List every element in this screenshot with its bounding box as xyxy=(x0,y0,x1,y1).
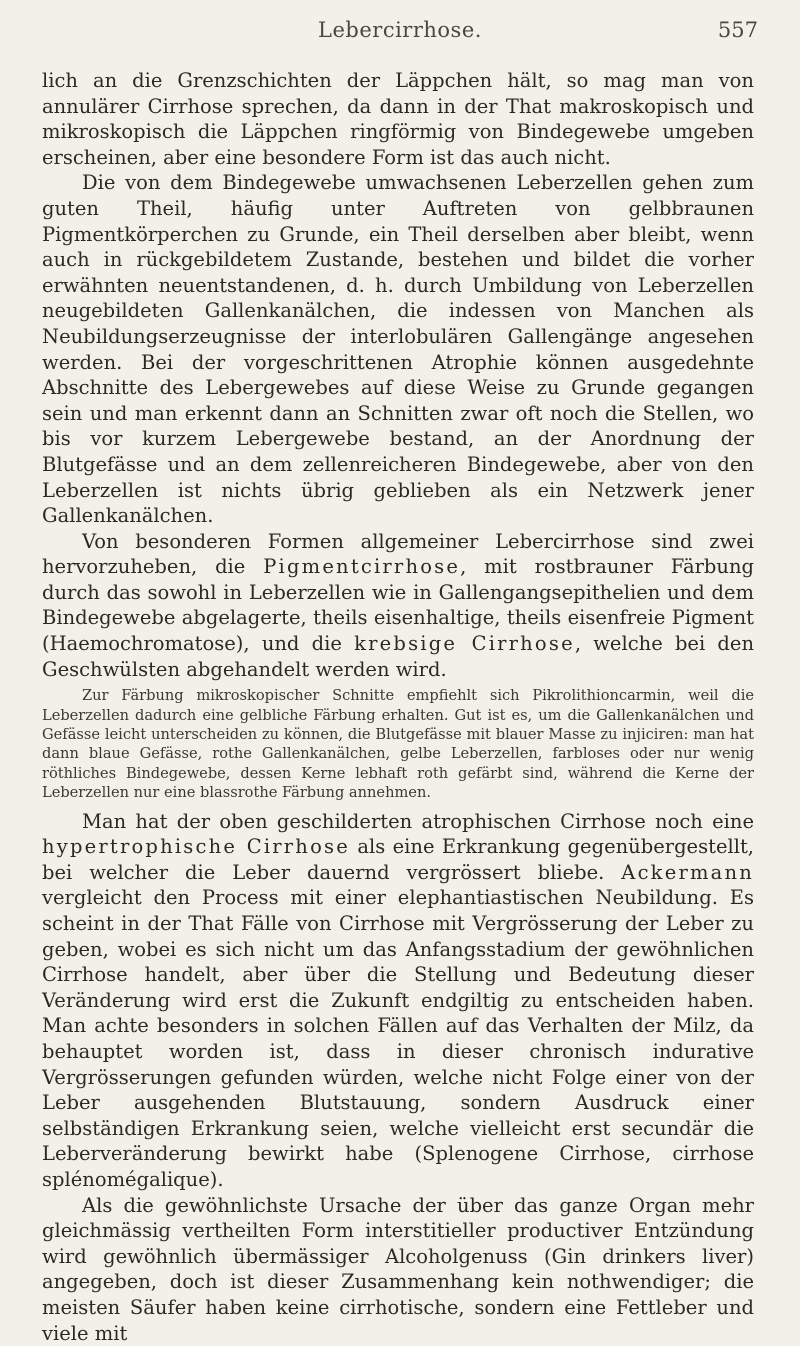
page-number: 557 xyxy=(717,18,758,42)
body-text xyxy=(42,68,754,1346)
paragraph-continuation: lich an die Grenzschichten der Läppchen hält, so mag man von annulärer Cirrhose sprechen, da dann in der That makroskopisch und mikroskopisch die Läppchen ringförmig von Bindegewebe umgeben erscheinen, aber eine besondere Form ist das auch nicht. xyxy=(42,69,754,169)
page-header xyxy=(0,14,800,50)
paragraph-special-forms xyxy=(42,529,754,683)
paragraph-cause: Als die gewöhnlichste Ursache der über das ganze Organ mehr gleichmässig vertheilten Form interstitieller productiver Entzündung wird gewöhnlich übermässiger Alcoholgenuss (Gin drinkers liver) angegeben, doch ist dieser Zusammenhang kein nothwendiger; die meisten Säufer haben keine cirrhotische, sondern eine Fettleber und viele mit xyxy=(42,1193,754,1345)
footnote-staining: Zur Färbung mikroskopischer Schnitte empfiehlt sich Pikrolithioncarmin, weil die Leberzellen dadurch eine gelbliche Färbung erhalten. Gut ist es, um die Gallenkanälchen und Gefässe leicht unterscheiden zu können, die Blutgefässe mit blauer Masse zu injiciren: man hat dann blaue Gefässe, rothe Gallenkanälchen, gelbe Leberzellen, farbloses oder nur wenig röthliches Bindegewebe, dessen Kerne lebhaft roth gefärbt sind, während die Kerne der Leberzellen nur eine blassrothe Färbung annehmen. xyxy=(42,687,754,802)
running-title: Lebercirrhose. xyxy=(318,18,482,42)
emphasis-krebsige-cirrhose: krebsige Cirrhose xyxy=(354,632,575,656)
text-run: vergleicht den Process mit einer elephantiastischen Neubildung. Es scheint in der That Fälle von Cirrhose mit Vergrösserung der Leber zu geben, wobei es sich nicht um das Anfangsstadium der gewöhnlichen Cirrhose handelt, aber über die Stellung und Bedeutung dieser Veränderung wird erst die Zukunft endgiltig zu entscheiden haben. Man achte besonders in solchen Fällen auf das Verhalten der Milz, da behauptet worden ist, dass in dieser chronisch indurative Vergrösserungen gefunden würden, welche nicht Folge einer von der Leber ausgehenden Blutstauung, sondern Ausdruck einer selbständigen Erkrankung seien, welche vielleicht erst secundär die Leberveränderung bewirkt habe (Splenogene Cirrhose, cirrhose splénomégalique). xyxy=(42,886,754,1191)
emphasis-ackermann: Ackermann xyxy=(621,860,754,884)
paragraph-hypertrophic xyxy=(42,809,754,1193)
paragraph-atrophy: Die von dem Bindegewebe umwachsenen Leberzellen gehen zum guten Theil, häufig unter Auftreten von gelbbraunen Pigmentkörperchen zu Grunde, ein Theil derselben aber bleibt, wenn auch in rückgebildetem Zustande, bestehen und bildet die vorher erwähnten neuentstandenen, d. h. durch Umbildung von Leberzellen neugebildeten Gallenkanälchen, die indessen von Manchen als Neubildungserzeugnisse der interlobulären Gallengänge angesehen werden. Bei der vorgeschrittenen Atrophie können ausgedehnte Abschnitte des Lebergewebes auf diese Weise zu Grunde gegangen sein und man erkennt dann an Schnitten zwar oft noch die Stellen, wo bis vor kurzem Lebergewebe bestand, an der Anordnung der Blutgefässe und an dem zellenreicheren Bindegewebe, aber von den Leberzellen ist nichts übrig geblieben als ein Netzwerk jener Gallenkanälchen. xyxy=(42,171,754,528)
emphasis-hypertrophische-cirrhose: hypertrophische Cirrhose xyxy=(42,835,350,859)
text-run: , welche bei den Geschwülsten abgehandelt werden wird. xyxy=(42,632,755,681)
text-run: als eine Erkrankung gegenübergestellt, bei welcher die Leber dauernd vergrössert bliebe. xyxy=(42,835,754,884)
text-run: Von besonderen Formen allgemeiner Lebercirrhose sind zwei hervorzuheben, die xyxy=(42,529,754,579)
emphasis-pigmentcirrhose: Pigmentcirrhose xyxy=(263,555,461,579)
text-run: Man hat der oben geschilderten atrophischen Cirrhose noch eine xyxy=(82,809,754,833)
text-run: , mit rostbrauner Färbung durch das sowohl in Leberzellen wie in Gallengangsepithelien und dem Bindegewebe abgelagerte, theils eisenhaltige, theils eisenfreie Pigment (Haemochromatose), und die xyxy=(42,555,754,656)
